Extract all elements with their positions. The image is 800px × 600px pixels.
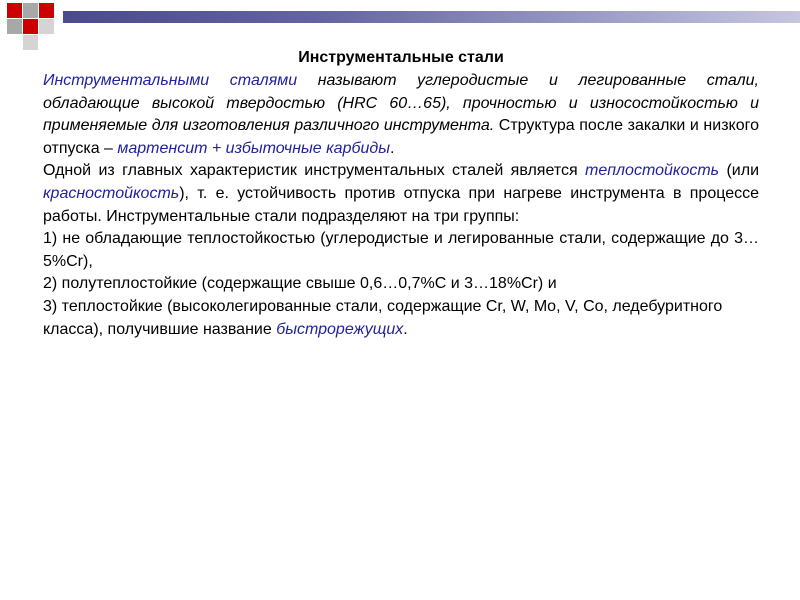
list-item-text: 3) теплостойкие (высоколегированные стали, содержащие Cr, W, Mo, V, Co, ледебуритного класса), получившие название bbox=[43, 297, 723, 338]
period: . bbox=[403, 320, 408, 338]
red-square-decoration bbox=[23, 19, 38, 34]
slide-title: Инструментальные стали bbox=[298, 49, 504, 66]
gradient-header-bar bbox=[63, 11, 800, 23]
grey-square-decoration bbox=[23, 35, 38, 50]
slide-content bbox=[43, 47, 759, 341]
paragraph-text: Одной из главных характеристик инструментальных сталей является bbox=[43, 162, 585, 180]
decorative-header bbox=[0, 0, 800, 50]
grey-square-decoration bbox=[23, 3, 38, 18]
red-square-decoration bbox=[7, 3, 22, 18]
definition-text: называют углеродистые и легированные стали, обладающие высокой твердостью (HRC 60…65), прочностью и износостойкостью и применяемые для изготовления различного инструмента. bbox=[43, 72, 759, 135]
paragraph-text: ), т. е. устойчивость против отпуска при нагреве инструмента в процессе работы. Инструментальные стали подразделяют на три группы: bbox=[43, 184, 759, 225]
list-item: 2) полутеплостойкие (содержащие свыше 0,6…0,7%С и 3…18%Cr) и bbox=[43, 275, 557, 293]
paragraph-text: (или bbox=[719, 162, 760, 180]
term-red-hardness: красностойкость bbox=[43, 184, 180, 202]
term-high-speed: быстрорежущих bbox=[276, 320, 404, 338]
list-item bbox=[43, 296, 759, 341]
term-heat-resistance: теплостойкость bbox=[585, 162, 720, 180]
red-square-decoration bbox=[39, 3, 54, 18]
grey-square-decoration bbox=[7, 19, 22, 34]
grey-square-decoration bbox=[39, 19, 54, 34]
list-item: 1) не обладающие теплостойкостью (углеродистые и легированные стали, содержащие до 3…5%Cr), bbox=[43, 230, 759, 270]
period: . bbox=[390, 139, 395, 157]
structure-text: Структура после закалки и низкого отпуска – bbox=[43, 117, 759, 157]
definition-paragraph bbox=[43, 70, 759, 160]
definition-term: Инструментальными сталями bbox=[43, 72, 298, 89]
structure-value: мартенсит + избыточные карбиды bbox=[117, 139, 390, 157]
heat-resistance-paragraph bbox=[43, 160, 759, 228]
